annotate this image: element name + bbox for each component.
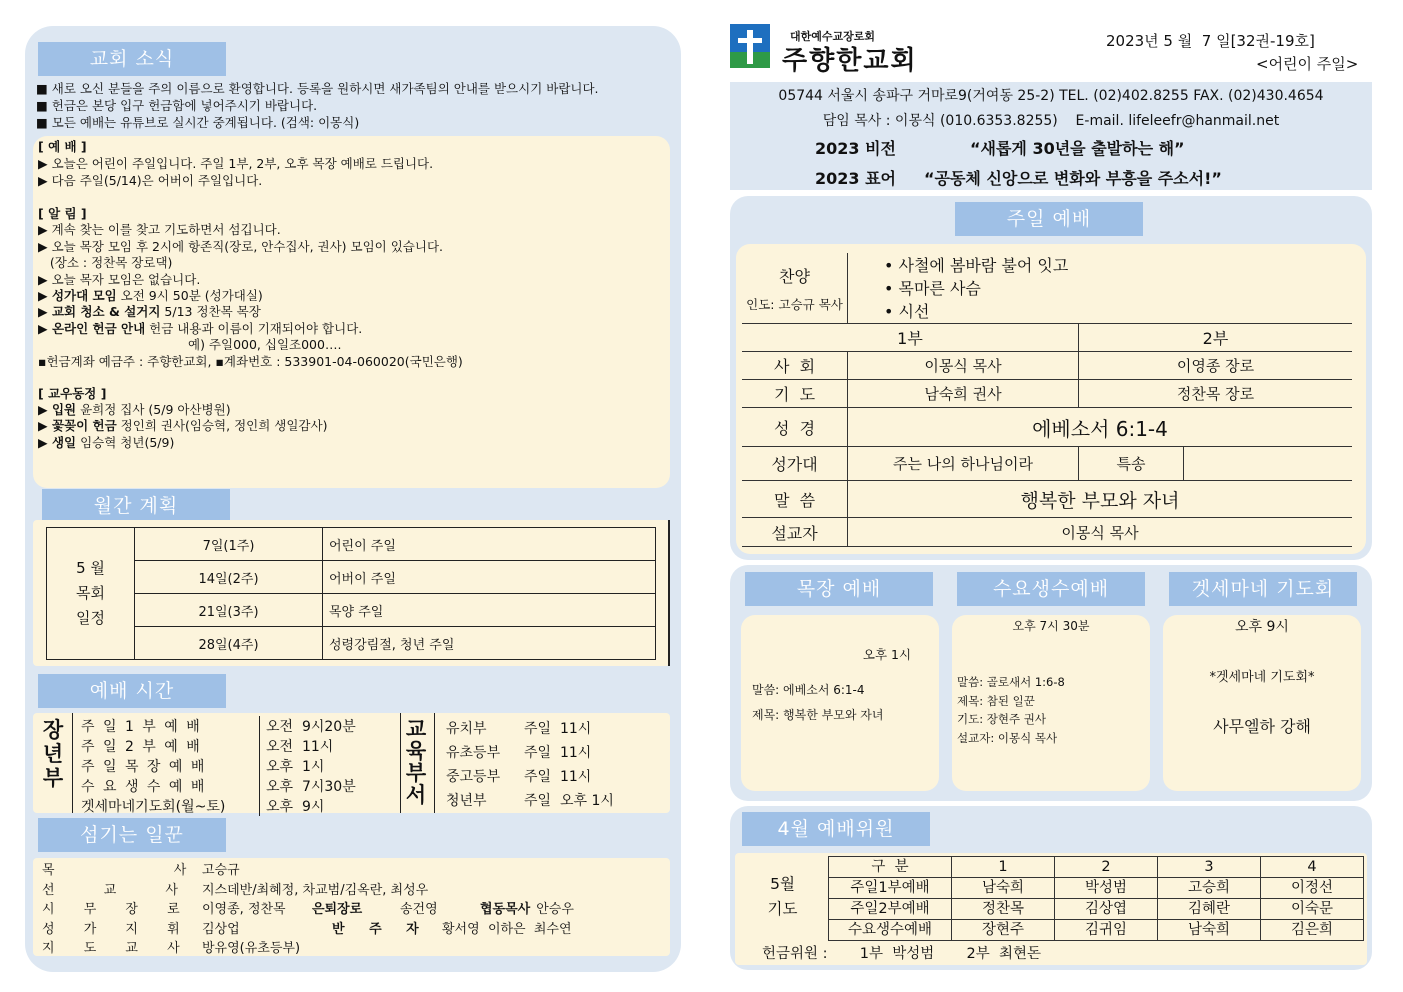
scripture: 에베소서 6:1-4 [848, 408, 1353, 447]
committee-head-3: 3 [1158, 857, 1261, 878]
committee-row1-w4: 이정선 [1261, 878, 1364, 899]
prayer-part1: 남숙희 권사 [848, 380, 1079, 408]
bulletin-date: 2023년 5 월 7 일[32권-19호] [1106, 32, 1315, 50]
committee-row3-w4: 김은희 [1261, 920, 1364, 941]
adult-divider [72, 713, 73, 813]
edu-name-2: 유초등부 [446, 745, 501, 761]
notice-line-2: ▶ 오늘 목장 모임 후 2시에 항존직(장로, 안수집사, 권사) 모임이 있습니다. [38, 239, 443, 254]
preacher-name: 이몽식 목사 [848, 518, 1353, 547]
part1-header: 1부 [742, 324, 1079, 352]
notice-line-3: (장소 : 정찬목 장로댁) [38, 255, 173, 270]
worker-names-5: 방유영(유초등부) [202, 941, 301, 956]
monthly-divider [668, 520, 670, 666]
worker-names-3b: 송건영 [400, 902, 438, 917]
vision-text: “새롭게 30년을 출발하는 해” [970, 139, 1185, 158]
sunday-service-table [742, 253, 1352, 547]
committee-header: 4월 예배위원 [742, 812, 930, 846]
adult-service-name-4: 수 요 생 수 예 배 [81, 779, 207, 795]
special-label: 특송 [1079, 447, 1184, 481]
edu-time-2: 주일 11시 [524, 745, 592, 761]
worker-names-3c: 안승우 [536, 902, 574, 917]
committee-month-label: 5월 기도 [767, 875, 798, 918]
worship-line-2: ▶ 다음 주일(5/14)은 어버이 주일입니다. [38, 173, 263, 188]
bank-account: ▪헌금계좌 예금주 : 주향한교회, ▪계좌번호 : 533901-04-060020(국민은행) [38, 354, 463, 369]
monthly-plan-table [46, 527, 656, 660]
news-line-2: ■ 헌금은 본당 입구 헌금함에 넣어주시기 바랍니다. [36, 98, 318, 113]
worker-names-4: 김상업 [202, 921, 240, 937]
committee-head-1: 1 [952, 857, 1055, 878]
sermon-label: 말 씀 [742, 481, 848, 518]
wednesday-preacher: 설교자: 이몽식 목사 [957, 730, 1058, 745]
denomination: 대한예수교장로회 [790, 30, 876, 43]
song-list [848, 253, 1353, 324]
committee-row3-w3: 남숙희 [1158, 920, 1261, 941]
worker-role-2: 선 교 사 [42, 882, 178, 898]
worship-times-header: 예배 시간 [38, 674, 226, 708]
edu-time-3: 주일 11시 [524, 769, 592, 785]
monthly-week-2: 14일(2주) [135, 561, 323, 594]
edu-divider [434, 713, 435, 813]
notice-online-offering: ▶ 온라인 헌금 안내 헌금 내용과 이름이 기재되어야 합니다. [38, 321, 363, 336]
choir-song: 주는 나의 하나님이라 [848, 447, 1079, 481]
edu-time-4: 주일 오후 1시 [524, 793, 614, 809]
worker-names-4b: 황서영 이하은 최수연 [442, 921, 572, 937]
motto-label: 2023 표어 [815, 169, 897, 188]
scripture-label: 성 경 [742, 408, 848, 447]
part2-header: 2부 [1079, 324, 1353, 352]
monthly-week-4: 28일(4주) [135, 627, 323, 660]
edu-time-1: 주일 11시 [524, 721, 592, 737]
worker-role-3c: 협동목사 [480, 902, 531, 917]
monthly-plan-header: 월간 계획 [42, 489, 230, 523]
committee-head-0: 구 분 [829, 857, 952, 878]
host-part1: 이몽식 목사 [848, 352, 1079, 380]
committee-row1-w2: 박성범 [1055, 878, 1158, 899]
pastor-contact: 담임 목사 : 이몽식 (010.6353.8255) E-mail. lifeleefr@hanmail.net [822, 113, 1280, 129]
host-label: 사 회 [742, 352, 848, 380]
church-news-header: 교회 소식 [38, 42, 226, 76]
notice-line-1: ▶ 계속 찾는 이를 찾고 기도하면서 섬깁니다. [38, 222, 281, 237]
worker-role-3b: 은퇴장로 [312, 902, 363, 917]
worker-role-5: 지 도 교 사 [42, 941, 180, 956]
gethsemane-time: 오후 9시 [1235, 619, 1289, 635]
special-song [1184, 447, 1353, 481]
share-hospital: ▶ 입원 윤희정 집사 (5/9 아산병원) [38, 402, 231, 417]
monthly-event-3: 목양 주일 [323, 594, 656, 627]
adult-service-time-1: 오전 9시20분 [260, 716, 397, 736]
adult-service-name-1: 주 일 1 부 예 배 [81, 719, 202, 735]
worship-heading: [ 예 배 ] [38, 139, 87, 154]
committee-row3-w1: 장현주 [952, 920, 1055, 941]
cross-logo-icon [730, 24, 770, 68]
motto-text: “공동체 신앙으로 변화와 부흥을 주소서!” [924, 169, 1222, 188]
worker-names-3: 이영종, 정찬목 [202, 902, 286, 917]
worker-role-4b: 반 주 자 [332, 921, 419, 937]
committee-head-2: 2 [1055, 857, 1158, 878]
edu-name-4: 청년부 [446, 793, 487, 809]
vision-label: 2023 비전 [815, 139, 897, 158]
adult-dept-label: 장 년 부 [42, 718, 64, 790]
committee-row1-label: 주일1부예배 [829, 878, 952, 899]
monthly-event-2: 어버이 주일 [323, 561, 656, 594]
monthly-event-4: 성령강림절, 청년 주일 [323, 627, 656, 660]
mokjang-word: 말씀: 에베소서 6:1-4 [752, 683, 865, 697]
committee-row1-w3: 고승희 [1158, 878, 1261, 899]
offering-committee: 헌금위원 : 1부 박성범 2부 최현돈 [762, 946, 1041, 962]
gethsemane-box [1163, 615, 1361, 791]
mokjang-header: 목장 예배 [745, 572, 933, 606]
wednesday-word: 말씀: 골로새서 1:6-8 [957, 675, 1065, 689]
notice-choir: ▶ 성가대 모임 오전 9시 50분 (성가대실) [38, 288, 263, 303]
choir-label: 성가대 [742, 447, 848, 481]
adult-service-time-5: 오후 9시 [260, 796, 397, 816]
wednesday-subject: 제목: 참된 일꾼 [957, 693, 1035, 708]
committee-head-4: 4 [1261, 857, 1364, 878]
edu-name-1: 유치부 [446, 721, 487, 737]
worker-role-4: 성 가 지 휘 [42, 921, 180, 937]
adult-service-time-2: 오전 11시 [260, 736, 397, 756]
notice-cleaning: ▶ 교회 청소 & 설거지 5/13 정찬목 목장 [38, 304, 261, 319]
wednesday-details [957, 673, 1065, 747]
share-flower: ▶ 꽃꽂이 헌금 정인희 권사(임승혁, 정인희 생일감사) [38, 418, 328, 433]
edu-name-3: 중고등부 [446, 769, 501, 785]
worship-line-1: ▶ 오늘은 어린이 주일입니다. 주일 1부, 2부, 오후 목장 예배로 드립니다. [38, 156, 434, 171]
adult-service-name-3: 주 일 목 장 예 배 [81, 759, 207, 775]
mokjang-time: 오후 1시 [862, 647, 912, 662]
prayer-label: 기 도 [742, 380, 848, 408]
news-line-1: ■ 새로 오신 분들을 주의 이름으로 환영합니다. 등록을 원하시면 새가족팀의 안내를 받으시기 바랍니다. [36, 81, 599, 96]
gethsemane-header: 겟세마네 기도회 [1169, 572, 1357, 606]
committee-row2-w3: 김혜란 [1158, 899, 1261, 920]
offering-example: 예) 주일000, 십일조000…. [188, 337, 342, 352]
share-birthday: ▶ 생일 임승혁 청년(5/9) [38, 435, 175, 450]
workers-list [42, 861, 574, 959]
share-heading: [ 교우동정 ] [38, 386, 107, 401]
committee-row1-w1: 남숙희 [952, 878, 1055, 899]
adult-service-time-4: 오후 7시30분 [260, 776, 397, 796]
monthly-month-label: 5 월 목회 일정 [47, 528, 135, 660]
wednesday-time: 오후 7시 30분 [1012, 619, 1090, 633]
mokjang-subject: 제목: 행복한 부모와 자녀 [752, 708, 884, 722]
adult-service-table [75, 716, 396, 816]
praise-cell [742, 253, 848, 324]
workers-header: 섬기는 일꾼 [38, 818, 226, 852]
news-line-3: ■ 모든 예배는 유튜브로 실시간 중계됩니다. (검색: 이몽식) [36, 115, 360, 130]
notice-line-4: ▶ 오늘 목자 모임은 없습니다. [38, 272, 201, 287]
sunday-type: <어린이 주일> [1256, 55, 1359, 73]
worker-names-1: 고승규 [202, 863, 240, 878]
notice-heading: [ 알 림 ] [38, 206, 87, 221]
monthly-week-1: 7일(1주) [135, 528, 323, 561]
host-part2: 이영종 장로 [1079, 352, 1353, 380]
mokjang-box [741, 615, 939, 791]
committee-row3-w2: 김귀임 [1055, 920, 1158, 941]
committee-table [828, 856, 1364, 941]
sermon-title: 행복한 부모와 자녀 [848, 481, 1353, 518]
church-name: 주향한교회 [782, 46, 918, 76]
prayer-part2: 정찬목 장로 [1079, 380, 1353, 408]
praise-leader: 인도: 고승규 목사 [746, 296, 843, 312]
song-1: • 사철에 봄바람 불어 잇고 [884, 255, 1069, 275]
adult-service-time-3: 오후 1시 [260, 756, 397, 776]
committee-row2-label: 주일2부예배 [829, 899, 952, 920]
committee-row3-label: 수요생수예배 [829, 920, 952, 941]
committee-row2-w1: 정찬목 [952, 899, 1055, 920]
monthly-event-1: 어린이 주일 [323, 528, 656, 561]
committee-row2-w2: 김상엽 [1055, 899, 1158, 920]
song-3: • 시선 [884, 301, 930, 321]
adult-service-name-2: 주 일 2 부 예 배 [81, 739, 202, 755]
song-2: • 목마른 사슴 [884, 278, 981, 298]
wednesday-prayer: 기도: 장현주 권사 [957, 712, 1046, 726]
committee-row2-w4: 이숙문 [1261, 899, 1364, 920]
adult-service-name-5: 겟세마네기도회(월~토) [81, 799, 226, 815]
gethsemane-name: *겟세마네 기도회* [1209, 670, 1315, 685]
praise-label: 찬양 [779, 266, 810, 286]
monthly-week-3: 21일(3주) [135, 594, 323, 627]
sunday-service-header: 주일 예배 [955, 202, 1143, 236]
worker-names-2: 지스데반/최혜정, 차교범/김옥란, 최성우 [202, 882, 429, 898]
preacher-label: 설교자 [742, 518, 848, 547]
gethsemane-lecture: 사무엘하 강해 [1213, 717, 1311, 736]
edu-service-table [440, 716, 614, 812]
worker-role-3: 시 무 장 로 [42, 902, 180, 917]
edu-divider-left [400, 713, 401, 813]
edu-dept-label: 교 육 부 서 [405, 717, 427, 807]
worker-role-1: 목 사 [42, 863, 187, 878]
church-logo [730, 24, 770, 68]
church-address: 05744 서울시 송파구 거마로9(거여동 25-2) TEL. (02)402.8255 FAX. (02)430.4654 [778, 88, 1324, 104]
wednesday-header: 수요생수예배 [957, 572, 1145, 606]
